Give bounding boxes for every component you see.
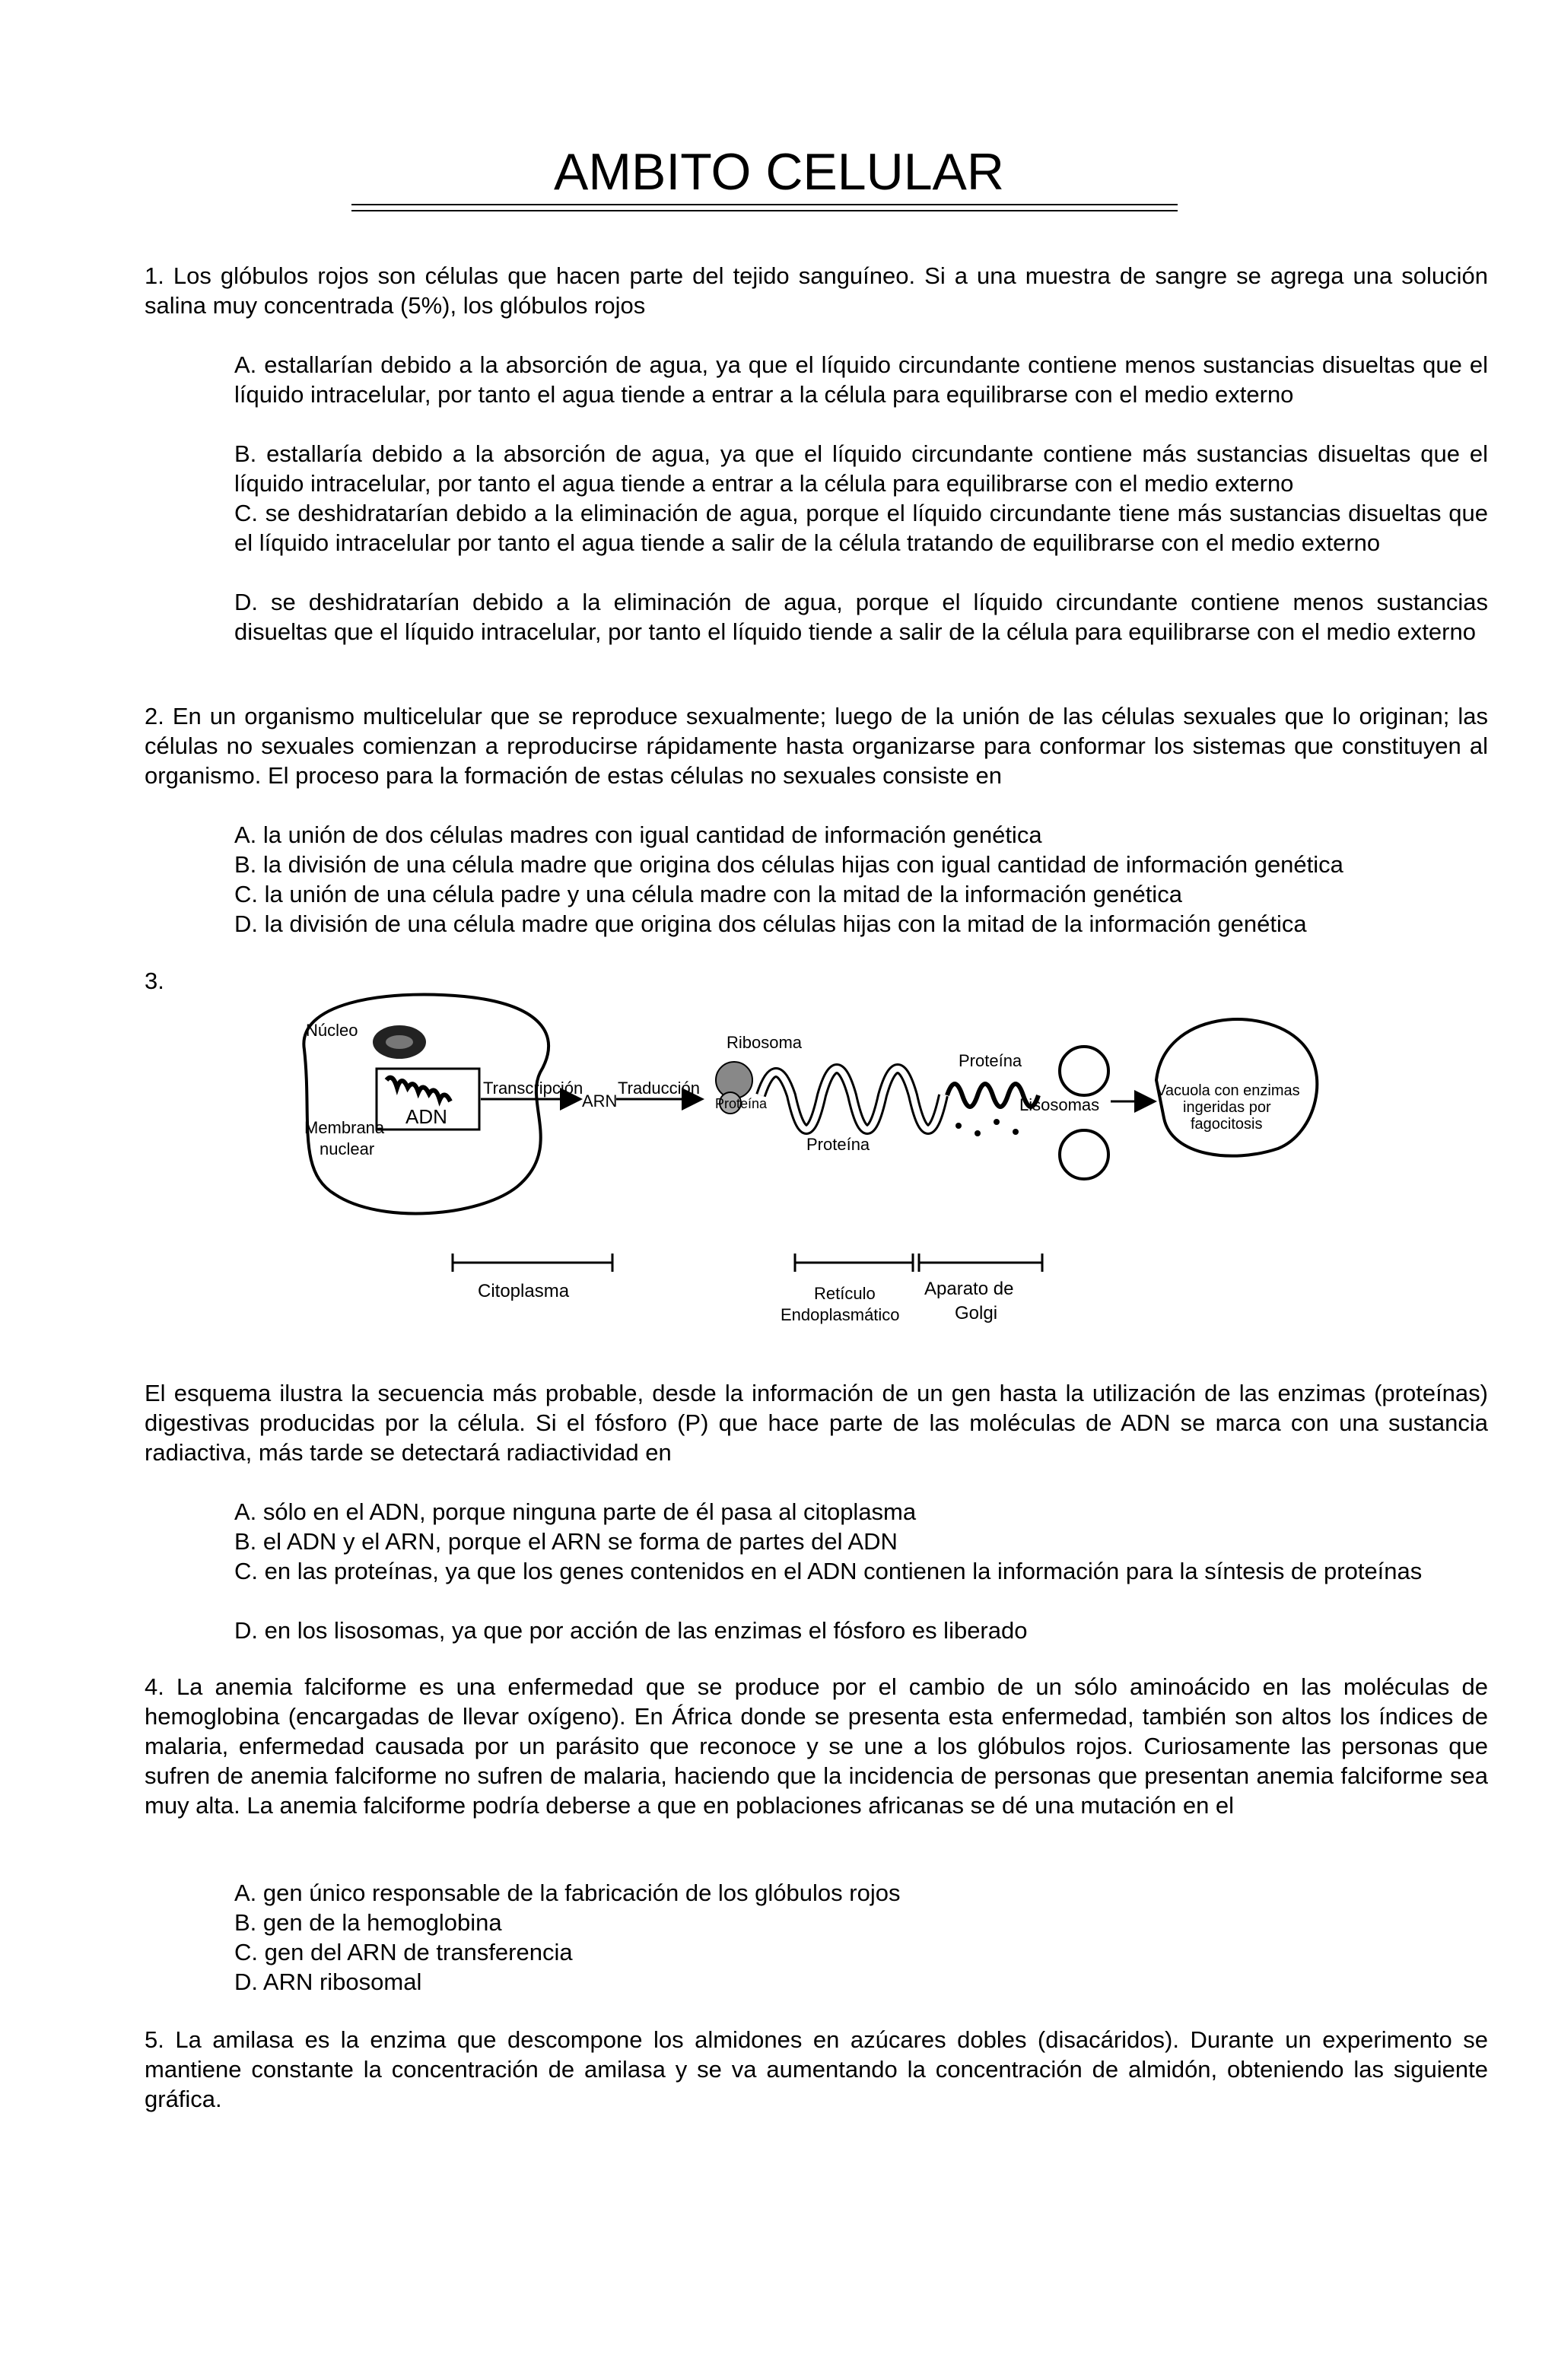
label-vacuola-line3: fagocitosis xyxy=(1191,1116,1263,1133)
label-vacuola-line2: ingeridas por xyxy=(1183,1099,1271,1116)
question-2-option-b: B. la división de una célula madre que origina dos células hijas con igual cantidad de información genética xyxy=(234,851,1343,878)
question-3-option-b: B. el ADN y el ARN, porque el ARN se forma de partes del ADN xyxy=(234,1528,898,1555)
label-proteina-bottom: Proteína xyxy=(806,1135,870,1154)
question-3-option-d: D. en los lisosomas, ya que por acción de las enzimas el fósforo es liberado xyxy=(234,1617,1028,1644)
label-nucleo: Núcleo xyxy=(306,1021,358,1040)
question-4-option-c: C. gen del ARN de transferencia xyxy=(234,1939,573,1965)
question-3-stem: El esquema ilustra la secuencia más probable, desde la información de un gen hasta la utilización de las enzimas (proteínas) digestivas producidas por la célula. Si el fósforo (P) que hace parte de las moléculas de ADN se marca con una sustancia radiactiva, más tarde se detectará radiactividad en xyxy=(145,1380,1488,1466)
label-golgi-line2: Golgi xyxy=(955,1303,998,1323)
question-5-stem: 5. La amilasa es la enzima que descompone los almidones en azúcares dobles (disacáridos). Durante un experimento se mantiene constante la concentración de amilasa y se va aumentando la concentración de almidón, obteniendo las siguiente gráfica. xyxy=(145,2026,1488,2112)
question-2-option-d: D. la división de una célula madre que origina dos células hijas con la mitad de la información genética xyxy=(234,910,1307,937)
lysosome-bottom-icon xyxy=(1060,1130,1108,1179)
label-reticulo-line1: Retículo xyxy=(814,1284,876,1303)
question-3-number: 3. xyxy=(145,968,164,994)
label-reticulo-line2: Endoplasmático xyxy=(781,1305,900,1324)
label-lisosomas: Lisosomas xyxy=(1019,1095,1100,1114)
question-4-option-b: B. gen de la hemoglobina xyxy=(234,1909,502,1936)
question-2-option-c: C. la unión de una célula padre y una célula madre con la mitad de la información genética xyxy=(234,881,1182,907)
question-1-option-d: D. se deshidratarían debido a la eliminación de agua, porque el líquido circundante contiene menos sustancias disueltas que el líquido intracelular, por tanto el líquido tiende a salir de la célula para equilibrarse con el medio externo xyxy=(234,589,1488,645)
lysosome-top-icon xyxy=(1060,1047,1108,1095)
label-citoplasma: Citoplasma xyxy=(478,1281,570,1301)
question-4-option-d: D. ARN ribosomal xyxy=(234,1969,422,1995)
label-proteina-top: Proteína xyxy=(959,1051,1022,1070)
page-title: AMBITO CELULAR xyxy=(553,143,1004,201)
label-membrana-line2: nuclear xyxy=(320,1139,375,1158)
title-underline-bottom xyxy=(351,210,1178,211)
question-1-option-b: B. estallaría debido a la absorción de agua, ya que el líquido circundante contiene más sustancias disueltas que el líquido intracelular, por tanto el agua tiende a entrar a la célula para equilibrarse con el medio externo xyxy=(234,440,1488,497)
label-arn: ARN xyxy=(582,1091,618,1111)
question-3-option-a: A. sólo en el ADN, porque ninguna parte de él pasa al citoplasma xyxy=(234,1498,917,1525)
question-3-option-c: C. en las proteínas, ya que los genes contenidos en el ADN contienen la información para la síntesis de proteínas xyxy=(234,1558,1423,1584)
label-transcripcion: Transcripción xyxy=(483,1079,583,1098)
label-ribosoma: Ribosoma xyxy=(727,1033,803,1052)
protein-synthesis-diagram xyxy=(289,981,1339,1346)
question-1-option-a: A. estallarían debido a la absorción de agua, ya que el líquido circundante contiene menos sustancias disueltas que el líquido intracelular, por tanto el agua tiende a entrar a la célula para equilibrarse con el medio externo xyxy=(234,351,1488,408)
question-2-option-a: A. la unión de dos células madres con igual cantidad de información genética xyxy=(234,821,1042,848)
question-4-stem: 4. La anemia falciforme es una enfermedad que se produce por el cambio de un sólo aminoácido en las moléculas de hemoglobina (encargadas de llevar oxígeno). En África donde se presenta esta enfermedad, también son altos los índices de malaria, enfermedad causada por un parásito que reconoce y se une a los glóbulos rojos. Curiosamente las personas que sufren de anemia falciforme no sufren de malaria, haciendo que la incidencia de personas que presentan anemia falciforme sea muy alta. La anemia falciforme podría deberse a que en poblaciones africanas se dé una mutación en el xyxy=(145,1673,1488,1819)
question-1-option-c: C. se deshidratarían debido a la eliminación de agua, porque el líquido circundante tiene más sustancias disueltas que el líquido intracelular por tanto el agua tiende a salir de la célula tratando de equilibrarse con el medio externo xyxy=(234,500,1488,556)
question-2-stem: 2. En un organismo multicelular que se reproduce sexualmente; luego de la unión de las células sexuales que lo originan; las células no sexuales comienzan a reproducirse rápidamente hasta organizarse para conformar los sistemas que constituyen al organismo. El proceso para la formación de estas células no sexuales consiste en xyxy=(145,703,1488,789)
title-underline-top xyxy=(351,204,1178,205)
label-membrana-line1: Membrana xyxy=(304,1118,385,1137)
label-adn: ADN xyxy=(405,1105,447,1128)
label-vacuola-line1: Vacuola con enzimas xyxy=(1156,1082,1300,1099)
label-traduccion: Traducción xyxy=(618,1079,701,1098)
question-1-stem: 1. Los glóbulos rojos son células que hacen parte del tejido sanguíneo. Si a una muestra de sangre se agrega una solución salina muy concentrada (5%), los glóbulos rojos xyxy=(145,262,1488,319)
question-4-options xyxy=(234,1878,1488,1997)
label-golgi-line1: Aparato de xyxy=(924,1279,1014,1299)
label-proteina-inner: Proteína xyxy=(715,1096,768,1111)
question-2-options xyxy=(234,820,1488,939)
question-4-option-a: A. gen único responsable de la fabricación de los glóbulos rojos xyxy=(234,1880,901,1906)
